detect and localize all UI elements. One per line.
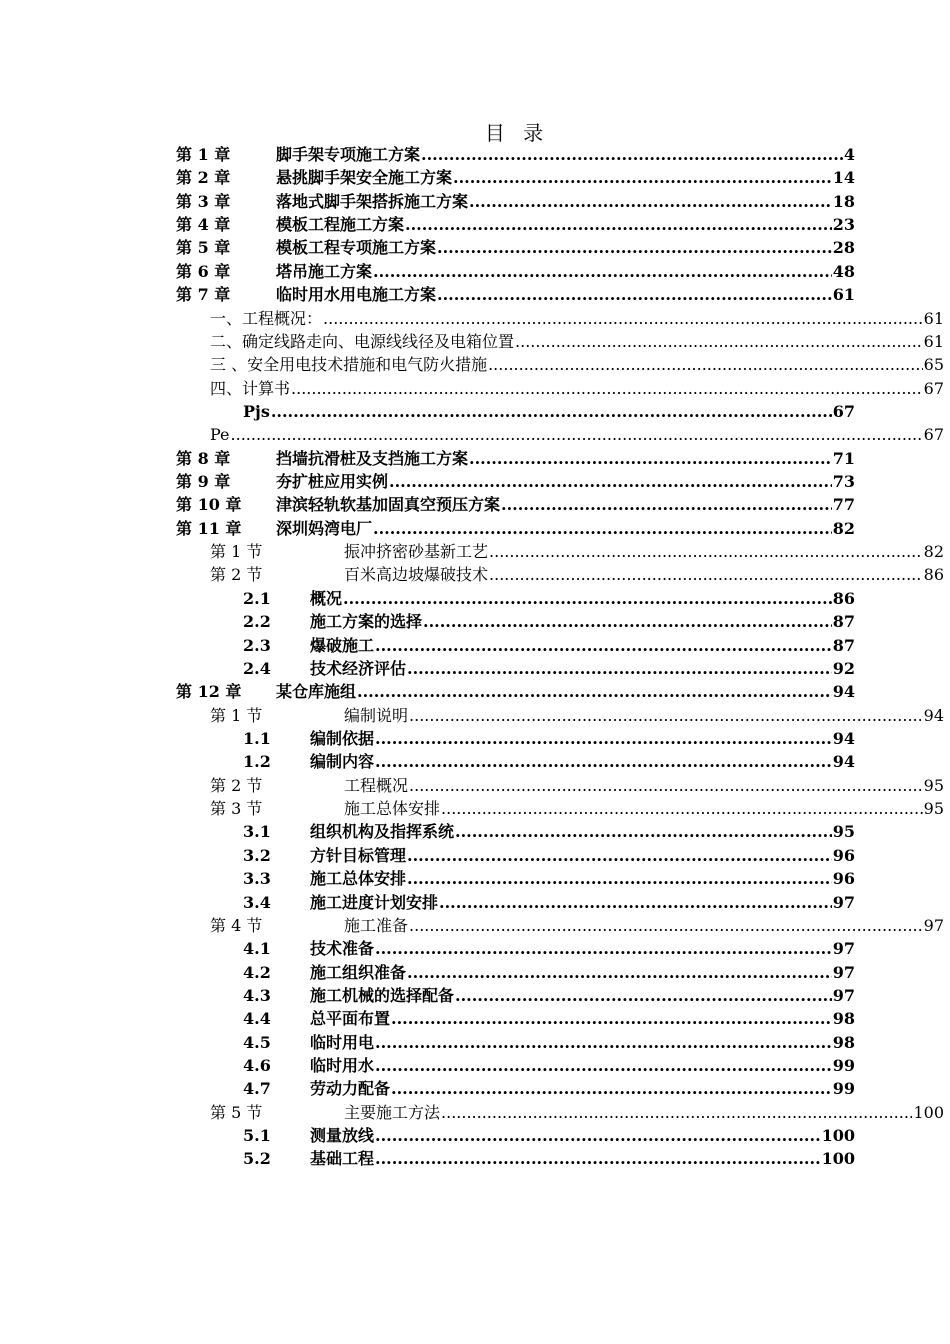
toc-entry-title: 技术经济评估 xyxy=(310,658,407,678)
toc-entry-number: 第 8 章 xyxy=(176,448,231,468)
toc-entry-number: 2.4 xyxy=(243,658,271,678)
toc-entry-title: 振冲挤密砂基新工艺 xyxy=(344,542,489,562)
toc-dot-leader xyxy=(375,1149,821,1169)
toc-entry-page: 97 xyxy=(832,962,855,982)
toc-dot-leader xyxy=(515,332,923,352)
toc-entry-page: 100 xyxy=(913,1102,944,1122)
toc-entry[interactable] xyxy=(243,586,855,609)
toc-entry[interactable] xyxy=(243,726,855,749)
toc-dot-leader xyxy=(373,262,832,282)
toc-entry-title: 技术准备 xyxy=(310,939,375,959)
toc-entry-number: 第 10 章 xyxy=(176,495,242,515)
toc-entry-title: 临时用电 xyxy=(310,1032,375,1052)
toc-entry[interactable] xyxy=(243,1146,855,1169)
toc-dot-leader xyxy=(455,822,832,842)
toc-dot-leader xyxy=(375,636,832,656)
toc-dot-leader xyxy=(375,1056,832,1076)
toc-entry-page: 28 xyxy=(832,238,855,258)
toc-entry-number: 4.1 xyxy=(243,939,271,959)
toc-entry[interactable] xyxy=(210,539,944,562)
toc-dot-leader xyxy=(357,682,832,702)
toc-entry-title: 施工总体安排 xyxy=(344,799,441,819)
toc-dot-leader xyxy=(441,799,923,819)
toc-entry-title: 临时用水用电施工方案 xyxy=(276,285,437,305)
toc-entry-number: 3.2 xyxy=(243,845,271,865)
toc-entry-title: 编制依据 xyxy=(310,729,375,748)
toc-entry-page: 94 xyxy=(832,729,855,748)
toc-entry-title: 主要施工方法 xyxy=(344,1102,441,1122)
toc-entry-title: 编制说明 xyxy=(344,705,409,725)
toc-entry-title: 某仓库施组 xyxy=(276,682,357,702)
toc-dot-leader xyxy=(488,355,923,375)
toc-entry-title: 三 、安全用电技术措施和电气防火措施 xyxy=(210,355,488,375)
toc-dot-leader xyxy=(343,589,832,609)
toc-entry-page: 61 xyxy=(923,331,944,351)
toc-entry[interactable] xyxy=(243,609,855,632)
toc-entry[interactable] xyxy=(243,866,855,889)
toc-entry-page: 99 xyxy=(832,1056,855,1076)
toc-entry[interactable] xyxy=(210,913,944,936)
toc-title: 目 录 xyxy=(484,121,550,145)
toc-entry-title: 挡墙抗滑桩及支挡施工方案 xyxy=(276,448,469,468)
toc-entry-number: 第 2 节 xyxy=(210,775,263,795)
toc-entry-page: 61 xyxy=(923,308,944,328)
toc-entry-page: 98 xyxy=(832,1009,855,1029)
toc-entry-page: 97 xyxy=(832,892,855,912)
toc-dot-leader xyxy=(409,706,923,726)
toc-entry[interactable] xyxy=(210,1100,944,1123)
toc-entry[interactable] xyxy=(243,1123,855,1146)
toc-entry-page: 97 xyxy=(832,985,855,1005)
toc-dot-leader xyxy=(391,1009,832,1029)
toc-dot-leader xyxy=(421,145,843,165)
toc-entry-title: 模板工程施工方案 xyxy=(276,215,405,235)
toc-entry[interactable] xyxy=(176,165,855,188)
toc-entry-number: 4.4 xyxy=(243,1009,271,1029)
toc-entry[interactable] xyxy=(210,703,944,726)
toc-entry-title: 方针目标管理 xyxy=(310,845,407,865)
toc-entry-page: 87 xyxy=(832,612,855,632)
toc-entry-number: 4.5 xyxy=(243,1032,271,1052)
toc-entry-page: 95 xyxy=(923,799,944,819)
toc-entry-page: 65 xyxy=(923,355,944,375)
toc-entry-number: 第 2 章 xyxy=(176,168,231,188)
toc-entry-title: 津滨轻轨软基加固真空预压方案 xyxy=(276,495,501,515)
toc-entry-page: 82 xyxy=(923,542,944,562)
toc-entry-page: 96 xyxy=(832,845,855,865)
toc-dot-leader xyxy=(291,379,923,399)
toc-entry-title: 基础工程 xyxy=(310,1149,375,1169)
toc-entry-title: 施工方案的选择 xyxy=(310,612,423,632)
toc-entry[interactable] xyxy=(210,376,944,399)
toc-entry-number: 第 1 章 xyxy=(176,145,231,164)
toc-dot-leader xyxy=(469,192,832,212)
toc-entry[interactable] xyxy=(176,282,855,305)
toc-entry-number: 2.3 xyxy=(243,635,271,655)
toc-entry[interactable] xyxy=(243,983,855,1006)
toc-entry-page: 94 xyxy=(832,752,855,772)
toc-entry-title: 施工总体安排 xyxy=(310,869,407,889)
toc-entry-number: 第 7 章 xyxy=(176,285,231,305)
toc-entry[interactable] xyxy=(243,890,855,913)
toc-entry-number: 第 12 章 xyxy=(176,682,242,702)
toc-entry-page: 67 xyxy=(832,401,855,421)
toc-entry-number: 2.2 xyxy=(243,612,271,632)
toc-entry-number: 2.1 xyxy=(243,588,271,608)
toc-entry-page: 99 xyxy=(832,1079,855,1099)
toc-entry-title: 落地式脚手架搭拆施工方案 xyxy=(276,191,469,211)
toc-entry-title: 模板工程专项施工方案 xyxy=(276,238,437,258)
toc-entry[interactable] xyxy=(243,1006,855,1029)
toc-entry[interactable] xyxy=(176,446,855,469)
toc-entry-page: 67 xyxy=(923,425,944,445)
toc-entry-title: 组织机构及指挥系统 xyxy=(310,822,455,842)
toc-entry-title: 测量放线 xyxy=(310,1126,375,1146)
toc-entry-title: 总平面布置 xyxy=(310,1009,391,1029)
toc-dot-leader xyxy=(469,449,832,469)
toc-entry-title: 概况 xyxy=(310,588,343,608)
toc-entry-number: 第 9 章 xyxy=(176,472,231,492)
toc-dot-leader xyxy=(389,472,832,492)
toc-entry-number: 3.3 xyxy=(243,869,271,889)
toc-entry[interactable] xyxy=(243,936,855,959)
toc-entry-number: 3.1 xyxy=(243,822,271,842)
toc-dot-leader xyxy=(441,1103,912,1123)
toc-dot-leader xyxy=(375,939,832,959)
toc-entry[interactable] xyxy=(210,562,944,585)
toc-entry[interactable] xyxy=(210,329,944,352)
toc-entry[interactable] xyxy=(243,749,855,772)
toc-entry-number: 第 1 节 xyxy=(210,705,263,725)
toc-dot-leader xyxy=(323,309,923,329)
toc-entry-title: 百米高边坡爆破技术 xyxy=(344,565,489,585)
toc-entry-number: 4.6 xyxy=(243,1056,271,1076)
toc-entry[interactable] xyxy=(176,235,855,258)
toc-entry-number: 3.4 xyxy=(243,892,271,912)
toc-dot-leader xyxy=(407,659,832,679)
toc-entry[interactable] xyxy=(210,773,944,796)
toc-entry-page: 96 xyxy=(832,869,855,889)
toc-entry-title: 脚手架专项施工方案 xyxy=(276,145,421,164)
toc-entry[interactable] xyxy=(176,189,855,212)
toc-entry-title: 工程概况 xyxy=(344,775,409,795)
toc-entry[interactable] xyxy=(176,516,855,539)
toc-dot-leader xyxy=(409,916,923,936)
toc-dot-leader xyxy=(439,893,832,913)
toc-entry-page: 100 xyxy=(821,1149,855,1169)
toc-entry-title: 深圳妈湾电厂 xyxy=(276,518,373,538)
toc-entry-number: 第 5 节 xyxy=(210,1102,263,1122)
toc-entry[interactable] xyxy=(243,843,855,866)
toc-entry[interactable] xyxy=(210,796,944,819)
toc-entry-page: 67 xyxy=(923,378,944,398)
toc-entry-page: 94 xyxy=(832,682,855,702)
toc-entry-page: 4 xyxy=(843,145,855,164)
toc-dot-leader xyxy=(407,869,832,889)
toc-entry[interactable] xyxy=(243,819,855,842)
toc-entry[interactable] xyxy=(210,306,944,329)
toc-entry-title: 一、工程概况： xyxy=(210,308,323,328)
toc-entry-page: 94 xyxy=(923,705,944,725)
toc-entry[interactable] xyxy=(176,142,855,165)
toc-entry-number: 第 11 章 xyxy=(176,518,242,538)
toc-entry-page: 61 xyxy=(832,285,855,305)
toc-dot-leader xyxy=(423,612,832,632)
toc-entry-page: 14 xyxy=(832,168,855,188)
toc-dot-leader xyxy=(407,963,832,983)
toc-entry[interactable] xyxy=(243,1030,855,1053)
toc-entry-number: 4.2 xyxy=(243,962,271,982)
toc-entry-number: 1.2 xyxy=(243,752,271,772)
toc-entry-number: 第 1 节 xyxy=(210,542,263,562)
toc-entry-page: 100 xyxy=(821,1126,855,1146)
toc-dot-leader xyxy=(375,752,832,772)
toc-entry-title: 悬挑脚手架安全施工方案 xyxy=(276,168,453,188)
toc-entry-page: 86 xyxy=(832,588,855,608)
toc-entry-number: 第 5 章 xyxy=(176,238,231,258)
toc-entry-page: 71 xyxy=(832,448,855,468)
toc-dot-leader xyxy=(375,1033,832,1053)
toc-dot-leader xyxy=(437,285,832,305)
toc-entry[interactable] xyxy=(243,656,855,679)
toc-entry-number: 5.2 xyxy=(243,1149,271,1169)
toc-entry-number: 4.3 xyxy=(243,985,271,1005)
toc-entry[interactable] xyxy=(243,399,855,422)
toc-entry[interactable] xyxy=(210,352,944,375)
toc-dot-leader xyxy=(453,168,832,188)
toc-entry[interactable] xyxy=(243,633,855,656)
toc-entry[interactable] xyxy=(210,422,944,445)
toc-entry-page: 82 xyxy=(832,518,855,538)
toc-entry[interactable] xyxy=(176,679,855,702)
toc-dot-leader xyxy=(391,1079,832,1099)
toc-entry[interactable] xyxy=(176,492,855,515)
toc-dot-leader xyxy=(231,425,923,445)
toc-entry-page: 77 xyxy=(832,495,855,515)
toc-entry-page: 48 xyxy=(832,261,855,281)
toc-entry-page: 97 xyxy=(832,939,855,959)
toc-dot-leader xyxy=(405,215,832,235)
toc-entry-page: 98 xyxy=(832,1032,855,1052)
toc-entry[interactable] xyxy=(243,960,855,983)
toc-dot-leader xyxy=(501,495,832,515)
toc-entry-page: 86 xyxy=(923,565,944,585)
toc-entry-page: 18 xyxy=(832,191,855,211)
toc-entry[interactable] xyxy=(243,1076,855,1099)
toc-dot-leader xyxy=(489,542,923,562)
toc-entry-title: Pe xyxy=(210,425,230,445)
toc-dot-leader xyxy=(437,238,832,258)
toc-dot-leader xyxy=(409,776,923,796)
toc-entry-page: 87 xyxy=(832,635,855,655)
toc-dot-leader xyxy=(455,986,832,1006)
toc-entry-number: 第 2 节 xyxy=(210,565,263,585)
toc-entry-title: 二、确定线路走向、电源线线径及电箱位置 xyxy=(210,331,515,351)
toc-dot-leader xyxy=(271,402,832,422)
toc-entry-number: 第 4 章 xyxy=(176,215,231,235)
toc-dot-leader xyxy=(375,1126,821,1146)
toc-entry-page: 95 xyxy=(923,775,944,795)
toc-entry-number: 4.7 xyxy=(243,1079,271,1099)
toc-dot-leader xyxy=(489,565,923,585)
toc-entry-title: 四、计算书 xyxy=(210,378,291,398)
toc-dot-leader xyxy=(375,729,832,749)
toc-entry-title: Pjs xyxy=(243,401,270,421)
toc-entry-page: 23 xyxy=(832,215,855,235)
toc-entry-page: 73 xyxy=(832,472,855,492)
toc-entry-number: 第 3 节 xyxy=(210,799,263,819)
toc-entry-title: 施工组织准备 xyxy=(310,962,407,982)
toc-entry-page: 95 xyxy=(832,822,855,842)
toc-entry-title: 施工准备 xyxy=(344,915,409,935)
toc-entry-number: 第 6 章 xyxy=(176,261,231,281)
toc-entry-number: 第 3 章 xyxy=(176,191,231,211)
toc-entry-title: 施工进度计划安排 xyxy=(310,892,439,912)
toc-dot-leader xyxy=(373,519,832,539)
toc-entry-number: 1.1 xyxy=(243,729,271,748)
toc-entry-title: 塔吊施工方案 xyxy=(276,261,373,281)
toc-entry-title: 临时用水 xyxy=(310,1056,375,1076)
toc-entry[interactable] xyxy=(243,1053,855,1076)
toc-entry-title: 劳动力配备 xyxy=(310,1079,391,1099)
toc-entry[interactable] xyxy=(176,212,855,235)
toc-entry-number: 第 4 节 xyxy=(210,915,263,935)
toc-entry-title: 爆破施工 xyxy=(310,635,375,655)
toc-entry-page: 97 xyxy=(923,915,944,935)
toc-entry-title: 编制内容 xyxy=(310,752,375,772)
toc-entry-number: 5.1 xyxy=(243,1126,271,1146)
toc-entry-title: 施工机械的选择配备 xyxy=(310,985,455,1005)
toc-entry-title: 夯扩桩应用实例 xyxy=(276,472,389,492)
toc-entry-page: 92 xyxy=(832,658,855,678)
toc-dot-leader xyxy=(407,846,832,866)
toc-entry[interactable] xyxy=(176,259,855,282)
toc-entry[interactable] xyxy=(176,469,855,492)
